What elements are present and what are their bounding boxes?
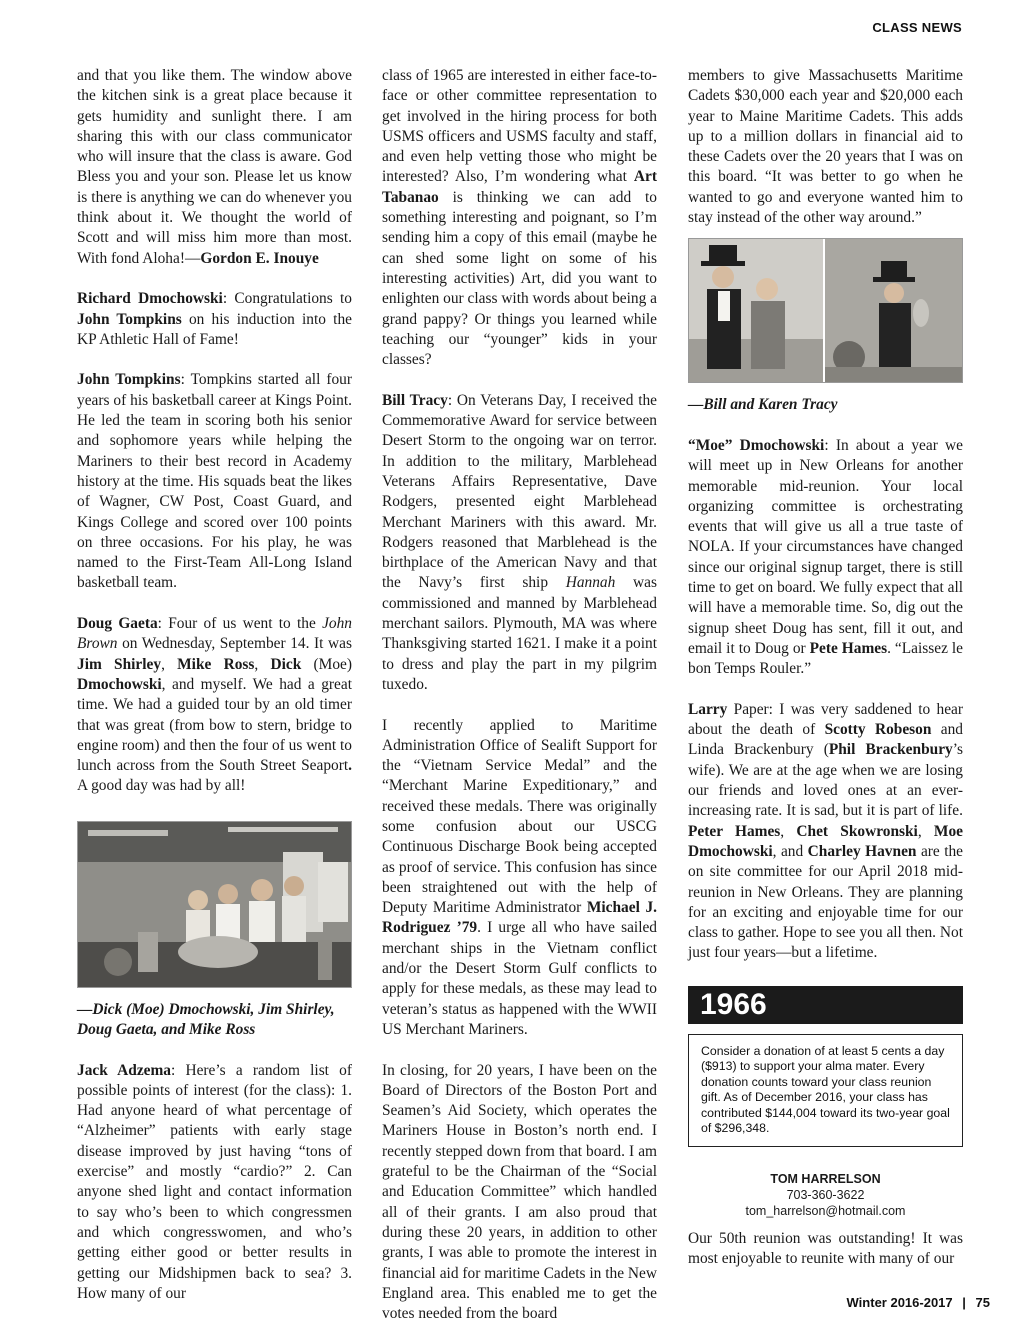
paragraph-medals: I recently applied to Maritime Administration Office of Sealift Support for the “Vietnam Service Medal” and the “Merchant Marine Expeditionary,” and received these medals. There was originally some confusion about our USCG Continuous Discharge Book being accepted as proof of service. This confusion has since been straightened out with the help of Deputy Maritime Administrator Michael J. Rodriguez ’79. I urge all who have sailed merchant ships in the Vietnam conflict and/or the Desert Storm Gulf conflicts to apply for these medals, as these may lead to veteran’s status as happened with the WWII US Merchant Mariners.: [382, 716, 658, 1038]
column-1: [77, 66, 352, 1304]
ship-name: John Brown: [77, 615, 352, 653]
paragraph-doug-gaeta: Doug Gaeta: Four of us went to the John Brown on Wednesday, September 14. It was Jim Shirley, Mike Ross, Dick (Moe) Dmochowski, and myself. We had a great time. We had a guided tour by an old timer that was great (from bow to stern, bridge to engine room) and then the four of us went to lunch across from the South Street Seaport. A good day was had by all!: [77, 615, 352, 795]
author-name: Larry: [688, 700, 728, 718]
person-name: Dmochowski: [77, 675, 162, 693]
person-name: Jim Shirley: [77, 655, 162, 673]
person-name: Phil Brackenbury: [828, 741, 953, 759]
page-footer: [847, 1295, 990, 1310]
author-name: “Moe” Dmochowski: [688, 436, 825, 454]
paragraph-committee: class of 1965 are interested in either face-to-face or other committee representation to get involved in the hiring process for both USMS officers and USMS faculty and staff, and even help vetting those who might be interested? Also, I’m wondering what Art Tabanao is thinking we can add to something interesting and poignant, so I’m sending him a copy of this email (maybe he can shed some light on some of his interesting activities) Art, did you want to enlighten our class with words about being a grand pappy? Or things you learned while teaching our “younger” kids in your classes?: [382, 67, 657, 369]
author-name: Doug Gaeta: [77, 615, 158, 633]
author-name: Richard Dmochowski: [77, 290, 223, 308]
contact-email[interactable]: tom_harrelson@hotmail.com: [745, 1203, 906, 1218]
paragraph-richard-dmochowski: Richard Dmochowski: Congratulations to John Tompkins on his induction into the KP Athletic Hall of Fame!: [77, 290, 352, 348]
author-name: Gordon E. Inouye: [200, 249, 319, 267]
person-name: Pete Hames: [809, 639, 888, 657]
paragraph-moe-dmochowski: “Moe” Dmochowski: In about a year we will meet up in New Orleans for another memorable mid-reunion. Your local organizing committee is orchestrating events that will give us all a true taste of NOLA. If your circumstances have changed since our original signup target, there is still time to get on board. We fully expect that all will have a memorable time. So, dig out the signup sheet Doug has sent, fill it out, and email it to Doug or Pete Hames. “Laissez le bon Temps Rouler.”: [688, 436, 963, 678]
class-communicator-contact: [688, 1171, 963, 1219]
paragraph-john-tompkins: John Tompkins: Tompkins started all four years of his basketball career at Kings Point. He led the team in scoring both his senior and sophomore years while helping the Mariners to their best record in Academy history at the time. His squads beat the likes of Wagner, CW Post, Coast Guard, and Kings College and scored over 100 points on three occasions. For his play, he was named to the First-Team All-Long Island basketball team.: [77, 371, 352, 592]
person-name: Charley Havnen: [807, 842, 917, 860]
person-name: Chet Skowronski: [796, 822, 918, 840]
photo-ship-tour: [77, 821, 352, 988]
person-name: Scotty Robeson: [824, 721, 932, 739]
contact-name: TOM HARRELSON: [770, 1171, 881, 1186]
paragraph-inouye: and that you like them. The window above the kitchen sink is a great place because it gets humidity and sunlight there. I am sharing this with our class communicator who will insure that the class is aware. God Bless you and your son. Please let us know is there is anything we can do whenever you think about it. We thought the world of Scott and will miss him more than most. With fond Aloha!—Gordon E. Inouye: [77, 67, 352, 267]
person-name: Art Tabanao: [382, 168, 657, 206]
paragraph-jack-adzema: Jack Adzema: Here’s a random list of possible points of interest (for the class): 1. Had anyone heard of what percentage of “Alzheimer” patients with early stage disease improved by just having “tons of exercise” and mostly “cardio?” 2. Can anyone shed light and contact information to say who’s been to which congressmen and which congresswomen, and who’s getting either good or better results in getting our Midshipmen back to sea? 3. How many of our: [77, 1061, 352, 1302]
paragraph-bill-tracy: Bill Tracy: On Veterans Day, I received the Commemorative Award for service between Desert Storm to the ongoing war on terror. In addition to the military, Marblehead Veterans Affairs Representative, Dave Rodgers, presented eight Marblehead Merchant Mariners with this award. Mr. Rodgers reasoned that Marblehead is the birthplace of the American Navy and that the Navy’s first ship Hannah was commissioned and manned by Marblehead merchant sailors. Plymouth, MA was where Thanksgiving started 1621. I make it a point to dress and play the part in my pilgrim tuxedo.: [382, 391, 657, 693]
contact-phone: 703-360-3622: [786, 1187, 865, 1202]
person-name: Mike Ross: [177, 655, 255, 673]
issue-label: Winter 2016-2017: [846, 1295, 953, 1310]
author-name: John Tompkins: [77, 371, 181, 389]
person-name: Peter Hames: [688, 822, 781, 840]
photo-bill-karen-tracy: [688, 238, 963, 383]
column-2: [382, 66, 657, 1324]
paragraph-board-members: members to give Massachusetts Maritime Cadets $30,000 each year and $20,000 each year to Maine Maritime Cadets. This adds up to a million dollars in financial aid to these Cadets over the 20 years that I was on this board. “It was better to go when he wanted to go and everyone wanted him to stay instead of the other way around.”: [688, 67, 963, 227]
photo-ship-tour-illustration: [78, 822, 352, 988]
photo-caption-ship-tour: —Dick (Moe) Dmochowski, Jim Shirley, Doug Gaeta, and Mike Ross: [77, 1000, 335, 1038]
footer-separator: |: [962, 1295, 966, 1310]
photo-caption-tracy: —Bill and Karen Tracy: [688, 396, 838, 414]
person-name: John Tompkins: [77, 310, 182, 328]
paragraph-closing: In closing, for 20 years, I have been on the Board of Directors of the Boston Port and Seamen’s Aid Society, which operates the Mariners House in Boston’s north end. I recently stepped down from that board. I am grateful to be the Chairman of the “Social and Education Committee” which handled all of their grants. I am also proud that during these 20 years, in addition to other grants, I was able to promote the interest in financial aid for maritime Cadets in the New England area. This enabled me to get the votes needed from the board: [382, 1061, 657, 1323]
author-name: Bill Tracy: [382, 391, 448, 409]
donation-notice: Consider a donation of at least 5 cents a day ($913) to support your alma mater. Every donation counts toward your class reunion gift. As of December 2016, your class has contributed $144,004 toward its two-year goal of $296,348.: [688, 1034, 963, 1147]
ship-name: Hannah: [565, 574, 616, 592]
class-year-banner: 1966: [688, 986, 963, 1024]
column-3: [688, 66, 963, 1269]
paragraph-50th-reunion: Our 50th reunion was outstanding! It was most enjoyable to reunite with many of our: [688, 1229, 963, 1267]
page-number: 75: [975, 1295, 990, 1310]
person-name: Moe Dmochowski: [688, 822, 963, 860]
person-name: Michael J. Rodriguez ’79: [382, 899, 657, 937]
paragraph-larry: Larry Paper: I was very saddened to hear about the death of Scotty Robeson and Linda Brackenbury (Phil Brackenbury’s wife). We are at the age when we are losing our friends and loved ones at an ever-increasing rate. It is sad, but it is part of life. Peter Hames, Chet Skowronski, Moe Dmochowski, and Charley Havnen are the on site committee for our April 2018 mid-reunion in New Orleans. They are planning for an exciting and enjoyable time for our class to gather. Hope to see you all then. Not just four years—but a lifetime.: [688, 700, 963, 962]
section-header: CLASS NEWS: [872, 20, 962, 35]
person-name: Dick: [270, 655, 302, 673]
photo-tracy-illustration: [689, 239, 963, 383]
author-name: Jack Adzema: [77, 1061, 171, 1079]
